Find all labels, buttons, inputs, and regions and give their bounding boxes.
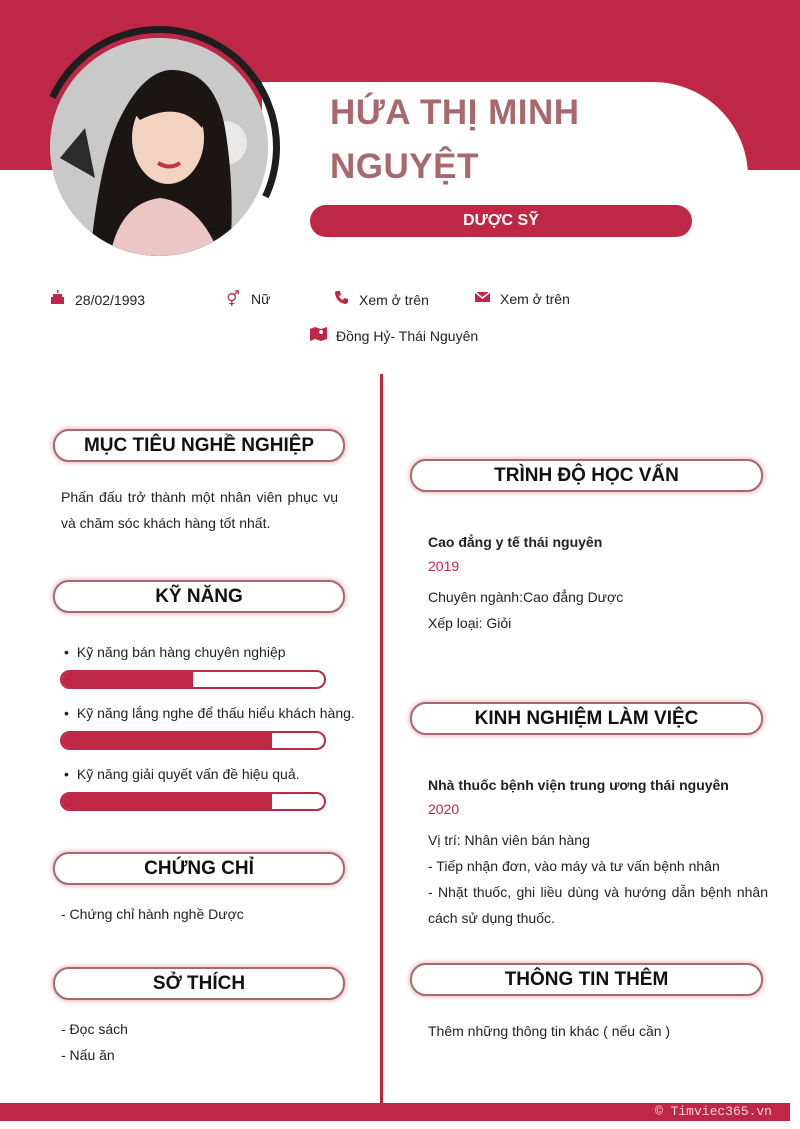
experience-company: Nhà thuốc bệnh viện trung ương thái nguyên [428, 777, 729, 793]
footer-bar [0, 1103, 790, 1121]
email-info [473, 290, 570, 307]
experience-position: Vị trí: Nhân viên bán hàng [428, 832, 590, 848]
gender-icon: ⚥ [226, 291, 240, 308]
email-value: Xem ở trên [500, 290, 570, 307]
footer-watermark: © Timviec365.vn [654, 1104, 772, 1119]
section-heading-skills: KỸ NĂNG [53, 580, 345, 613]
phone-value: Xem ở trên [359, 291, 429, 308]
education-year: 2019 [428, 558, 460, 574]
hobby-item: - Nấu ăn [61, 1047, 115, 1063]
section-heading-hobbies: SỞ THÍCH [53, 967, 345, 1000]
phone-info [332, 290, 429, 309]
extra-info-text: Thêm những thông tin khác ( nếu cần ) [428, 1023, 671, 1039]
envelope-icon [473, 290, 491, 307]
education-major: Chuyên ngành:Cao đẳng Dược [428, 589, 624, 605]
map-icon [309, 326, 327, 345]
skill-progress-fill [62, 672, 193, 687]
skill-label: • Kỹ năng lắng nghe để thấu hiểu khách hàng. [64, 700, 355, 726]
gender-info [224, 290, 270, 308]
skill-progress-bar [60, 731, 326, 750]
skill-label: • Kỹ năng bán hàng chuyên nghiệp [64, 639, 286, 665]
experience-duty: - Tiếp nhận đơn, vào máy và tư vấn bệnh nhân [428, 858, 720, 874]
column-divider [380, 374, 383, 1104]
avatar [50, 38, 268, 256]
candidate-name: HỨA THỊ MINH NGUYỆT [330, 93, 580, 186]
gender-value: Nữ [251, 291, 271, 307]
birthday-value: 28/02/1993 [75, 291, 146, 308]
address-info [309, 326, 478, 345]
phone-icon [332, 290, 350, 309]
education-school: Cao đẳng y tế thái nguyên [428, 534, 603, 550]
section-heading-certificates: CHỨNG CHỈ [53, 852, 345, 885]
experience-duty: - Nhặt thuốc, ghi liều dùng và hướng dẫn bệnh nhân cách sử dụng thuốc. [428, 884, 768, 926]
skill-label: • Kỹ năng giải quyết vấn đề hiệu quả. [64, 761, 300, 787]
education-rank: Xếp loại: Giỏi [428, 615, 512, 631]
birthday-info [48, 290, 145, 309]
skill-progress-fill [62, 733, 272, 748]
section-heading-experience: KINH NGHIỆM LÀM VIỆC [410, 702, 763, 735]
cake-icon [48, 290, 66, 309]
section-heading-extra: THÔNG TIN THÊM [410, 963, 763, 996]
skill-progress-fill [62, 794, 272, 809]
section-heading-education: TRÌNH ĐỘ HỌC VẤN [410, 459, 763, 492]
section-heading-objective: MỤC TIÊU NGHỀ NGHIỆP [53, 429, 345, 462]
job-title: DƯỢC SỸ [310, 205, 692, 237]
address-value: Đồng Hỷ- Thái Nguyên [336, 327, 479, 344]
objective-text: Phấn đấu trở thành một nhân viên phục vụ và chăm sóc khách hàng tốt nhất. [61, 489, 338, 531]
skill-progress-bar [60, 670, 326, 689]
certificate-item: - Chứng chỉ hành nghề Dược [61, 906, 244, 922]
experience-year: 2020 [428, 801, 460, 817]
skill-progress-bar [60, 792, 326, 811]
hobby-item: - Đọc sách [61, 1021, 128, 1037]
